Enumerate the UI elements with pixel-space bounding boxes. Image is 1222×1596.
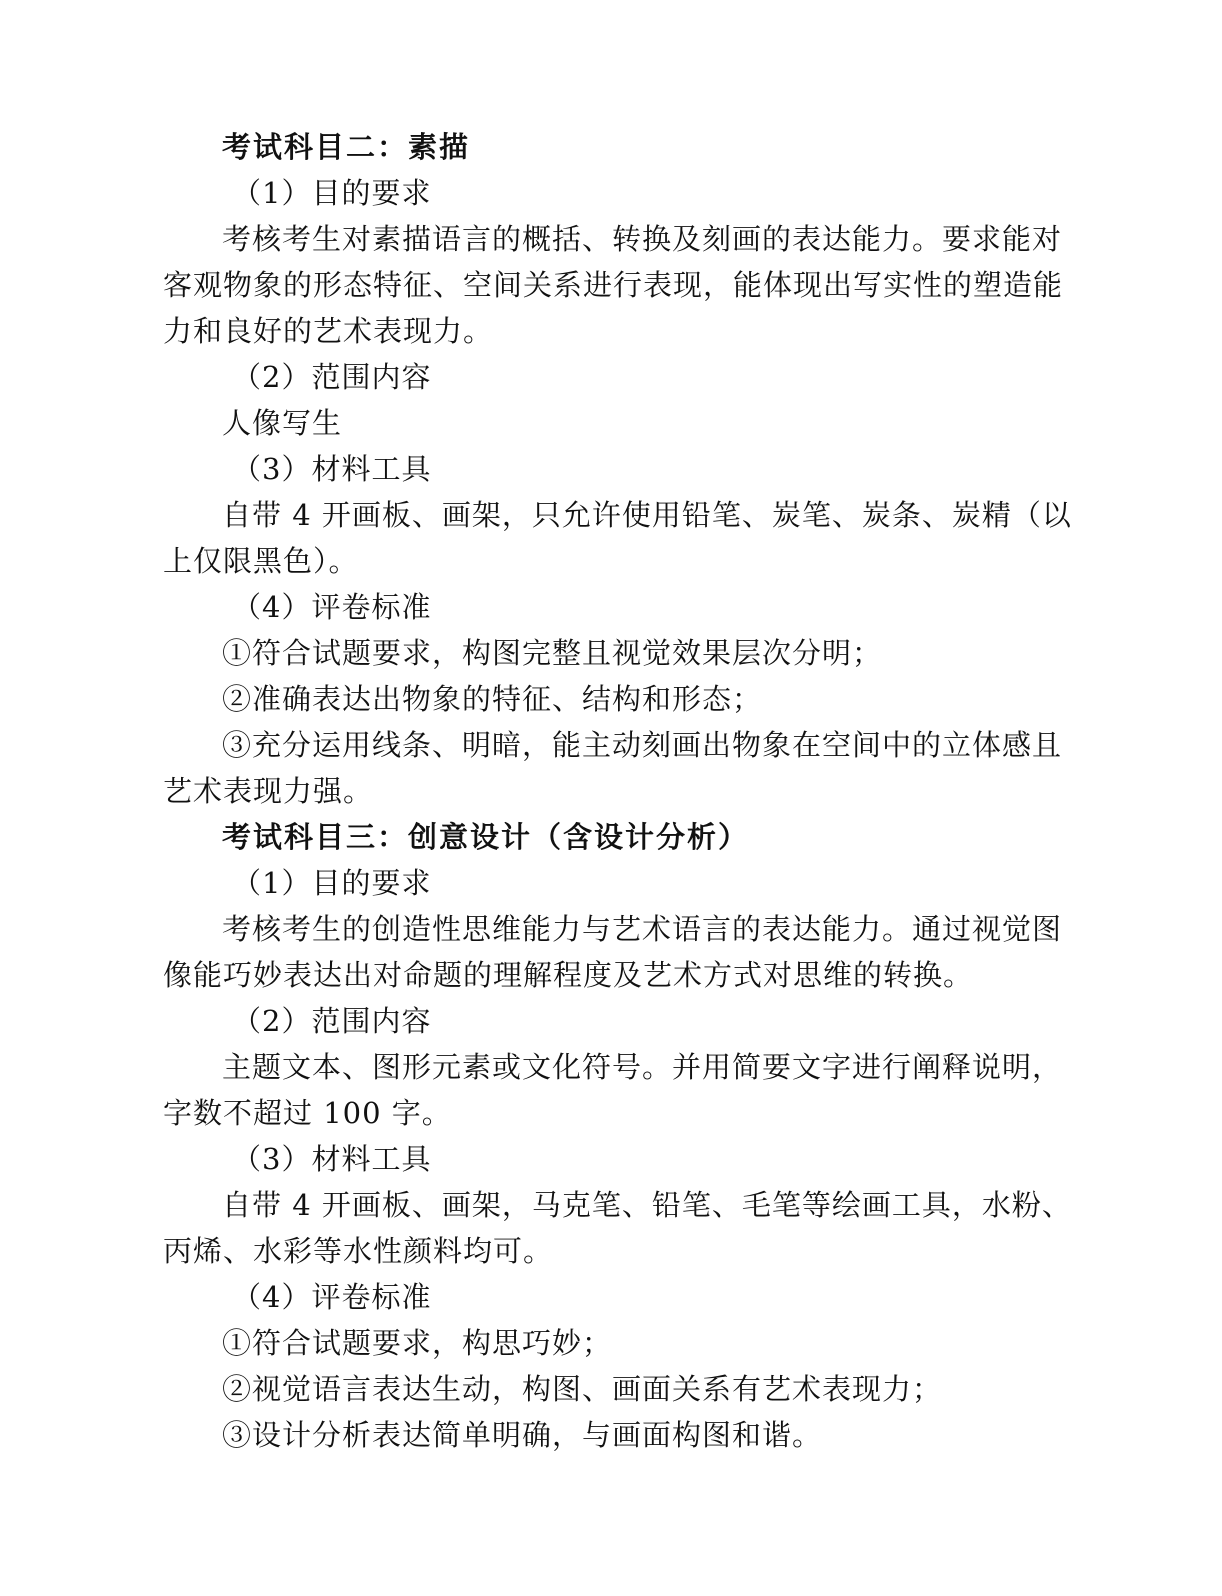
section2-criteria-item: ③充分运用线条、明暗，能主动刻画出物象在空间中的立体感且 [222, 728, 1063, 762]
section3-objective-text: 考核考生的创造性思维能力与艺术语言的表达能力。通过视觉图 [222, 912, 1063, 946]
section2-objective-text: 考核考生对素描语言的概括、转换及刻画的表达能力。要求能对 [222, 222, 1063, 256]
section3-criteria-title: （4）评卷标准 [232, 1280, 432, 1314]
section2-criteria-title: （4）评卷标准 [232, 590, 432, 624]
section2-criteria-item: 艺术表现力强。 [163, 774, 374, 808]
section3-heading: 考试科目三：创意设计（含设计分析） [222, 820, 750, 854]
section3-materials-text: 自带 4 开画板、画架，马克笔、铅笔、毛笔等绘画工具，水粉、 [222, 1188, 1072, 1222]
section3-objective-text: 像能巧妙表达出对命题的理解程度及艺术方式对思维的转换。 [163, 958, 974, 992]
section2-objective-text: 客观物象的形态特征、空间关系进行表现，能体现出写实性的塑造能 [163, 268, 1064, 302]
section3-criteria-item: ①符合试题要求，构思巧妙； [222, 1326, 613, 1360]
section2-criteria-item: ②准确表达出物象的特征、结构和形态； [222, 682, 763, 716]
section2-criteria-item: ①符合试题要求，构图完整且视觉效果层次分明； [222, 636, 883, 670]
section2-objective-title: （1）目的要求 [232, 176, 432, 210]
section2-scope-text: 人像写生 [222, 406, 343, 440]
section3-materials-title: （3）材料工具 [232, 1142, 432, 1176]
section2-heading: 考试科目二：素描 [222, 130, 471, 164]
section3-objective-title: （1）目的要求 [232, 866, 432, 900]
section3-criteria-item: ②视觉语言表达生动，构图、画面关系有艺术表现力； [222, 1372, 943, 1406]
section3-scope-text: 主题文本、图形元素或文化符号。并用简要文字进行阐释说明， [222, 1050, 1063, 1084]
section3-scope-text: 字数不超过 100 字。 [163, 1096, 452, 1130]
section3-criteria-item: ③设计分析表达简单明确，与画面构图和谐。 [222, 1418, 823, 1452]
section2-materials-title: （3）材料工具 [232, 452, 432, 486]
section2-materials-text: 上仅限黑色）。 [163, 544, 359, 578]
section2-objective-text: 力和良好的艺术表现力。 [163, 314, 494, 348]
section3-materials-text: 丙烯、水彩等水性颜料均可。 [163, 1234, 554, 1268]
section2-materials-text: 自带 4 开画板、画架，只允许使用铅笔、炭笔、炭条、炭精（以 [222, 498, 1072, 532]
section3-scope-title: （2）范围内容 [232, 1004, 432, 1038]
section2-scope-title: （2）范围内容 [232, 360, 432, 394]
